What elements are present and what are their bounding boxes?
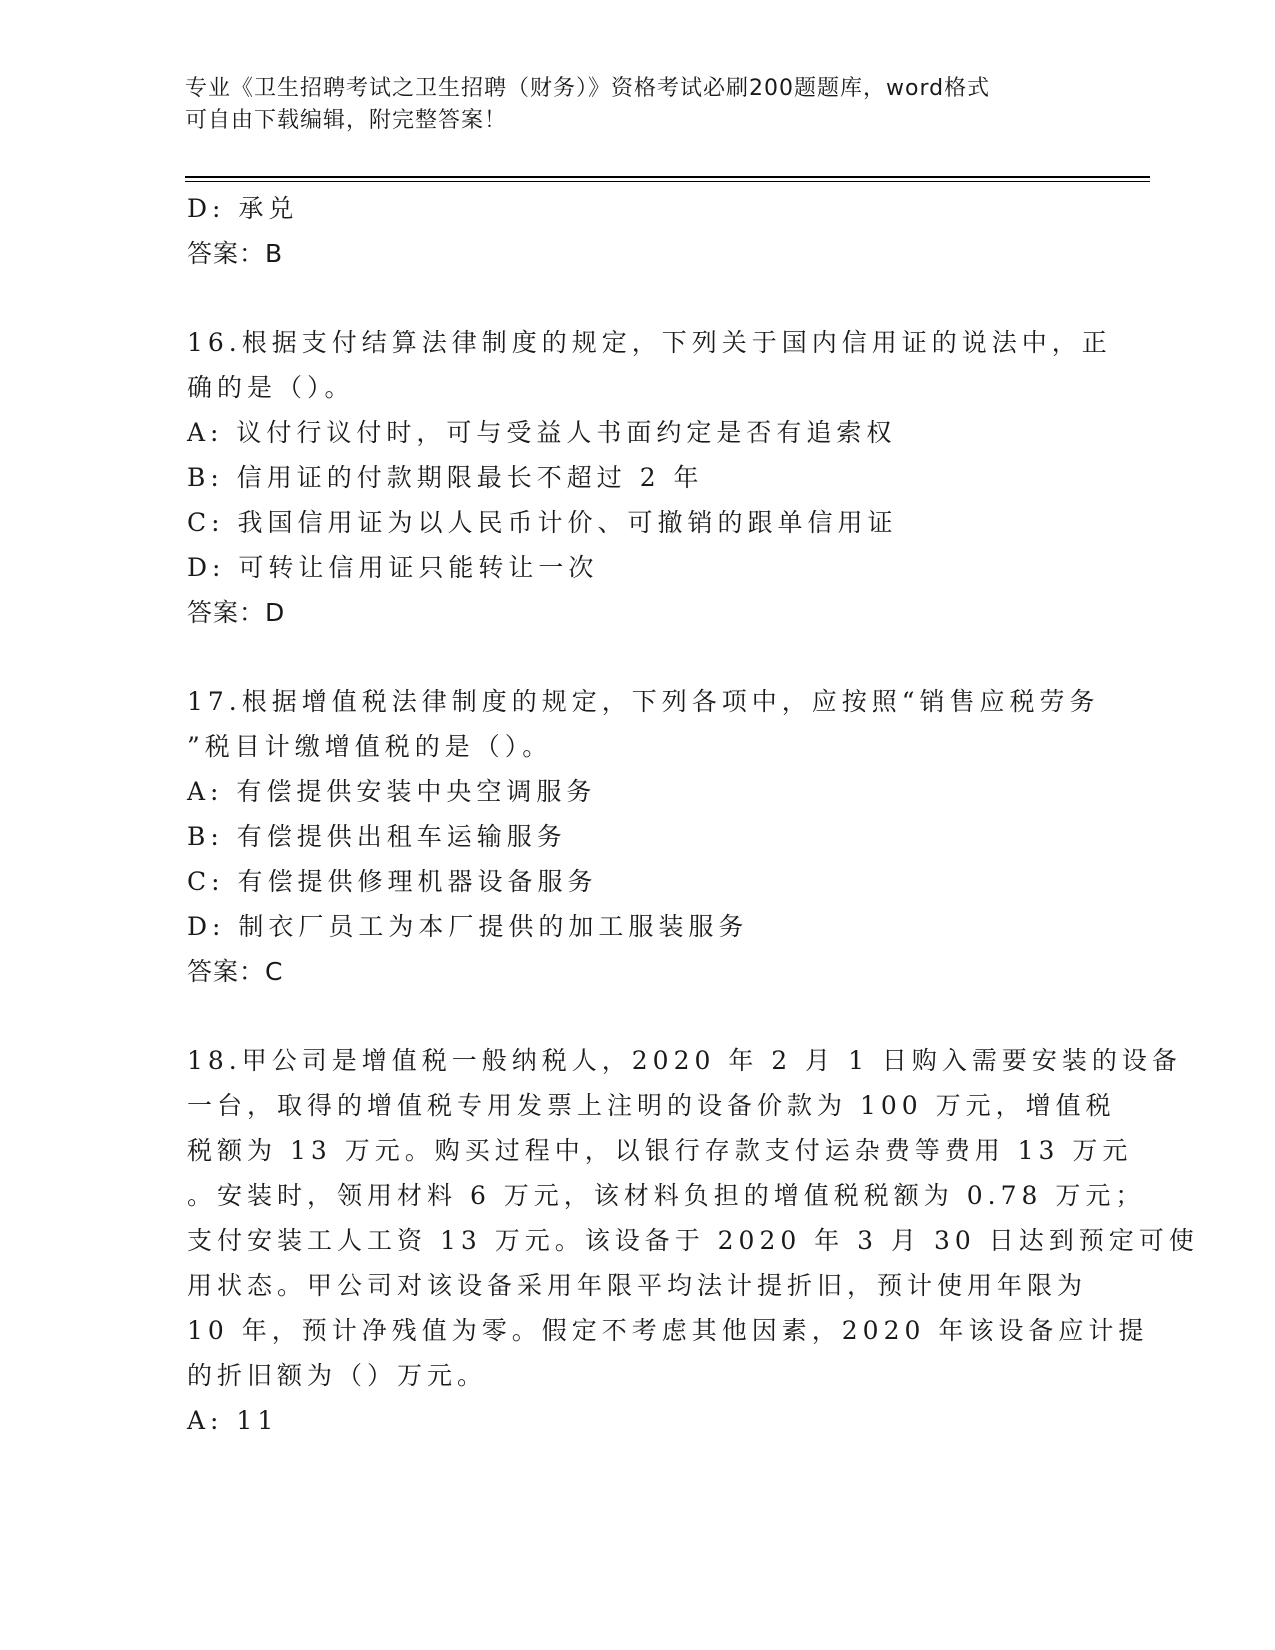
q17-option-a: A: 有偿提供安装中央空调服务 (187, 777, 597, 806)
q16-answer: 答案：D (187, 598, 286, 627)
q17-option-b: B: 有偿提供出租车运输服务 (187, 822, 567, 851)
q18-stem-line-6: 用状态。甲公司对该设备采用年限平均法计提折旧，预计使用年限为 (187, 1271, 1088, 1300)
q17-stem-line-2: ”税目计缴增值税的是（）。 (187, 732, 553, 761)
q16-option-b: B: 信用证的付款期限最长不超过 2 年 (187, 463, 704, 492)
q16-option-d: D: 可转让信用证只能转让一次 (187, 553, 599, 582)
q18-stem-line-3: 税额为 13 万元。购买过程中，以银行存款支付运杂费等费用 13 万元 (187, 1136, 1133, 1165)
question-15 (187, 186, 1087, 276)
q16-option-a: A: 议付行议付时，可与受益人书面约定是否有追索权 (187, 418, 897, 447)
question-17 (187, 679, 1100, 994)
spacer (187, 635, 1087, 679)
spacer (187, 994, 1087, 1038)
header-title-line-1: 专业《卫生招聘考试之卫生招聘（财务）》资格考试必刷200题题库，word格式 (185, 76, 991, 101)
question-18 (187, 1038, 1199, 1443)
q18-stem-line-4: 。安装时，领用材料 6 万元，该材料负担的增值税税额为 0.78 万元； (187, 1181, 1146, 1210)
q16-stem-line-2: 确的是（）。 (187, 373, 355, 402)
q16-option-c: C: 我国信用证为以人民币计价、可撤销的跟单信用证 (187, 508, 898, 537)
q17-answer: 答案：C (187, 957, 284, 986)
q18-stem-line-1: 18.甲公司是增值税一般纳税人，2020 年 2 月 1 日购入需要安装的设备 (187, 1046, 1182, 1075)
q15-option-d: D: 承兑 (187, 194, 299, 223)
q18-stem-line-5: 支付安装工人工资 13 万元。该设备于 2020 年 3 月 30 日达到预定可使 (187, 1226, 1199, 1255)
header-title-line-2: 可自由下载编辑，附完整答案！ (185, 108, 508, 133)
q17-option-c: C: 有偿提供修理机器设备服务 (187, 867, 598, 896)
q18-stem-line-7: 10 年，预计净残值为零。假定不考虑其他因素，2020 年该设备应计提 (187, 1316, 1149, 1345)
header-divider-thick (185, 176, 1150, 178)
question-16 (187, 320, 1112, 635)
header-divider-thin (185, 181, 1150, 182)
spacer (187, 276, 1087, 320)
q18-stem-line-8: 的折旧额为（）万元。 (187, 1361, 488, 1390)
q15-answer: 答案：B (187, 239, 284, 268)
q18-option-a: A: 11 (187, 1406, 279, 1435)
q16-stem-line-1: 16.根据支付结算法律制度的规定，下列关于国内信用证的说法中，正 (187, 328, 1112, 357)
q18-stem-line-2: 一台，取得的增值税专用发票上注明的设备价款为 100 万元，增值税 (187, 1091, 1116, 1120)
document-header (185, 73, 1065, 137)
q17-option-d: D: 制衣厂员工为本厂提供的加工服装服务 (187, 912, 749, 941)
question-content (187, 186, 1199, 1443)
q17-stem-line-1: 17.根据增值税法律制度的规定，下列各项中，应按照“销售应税劳务 (187, 687, 1100, 716)
